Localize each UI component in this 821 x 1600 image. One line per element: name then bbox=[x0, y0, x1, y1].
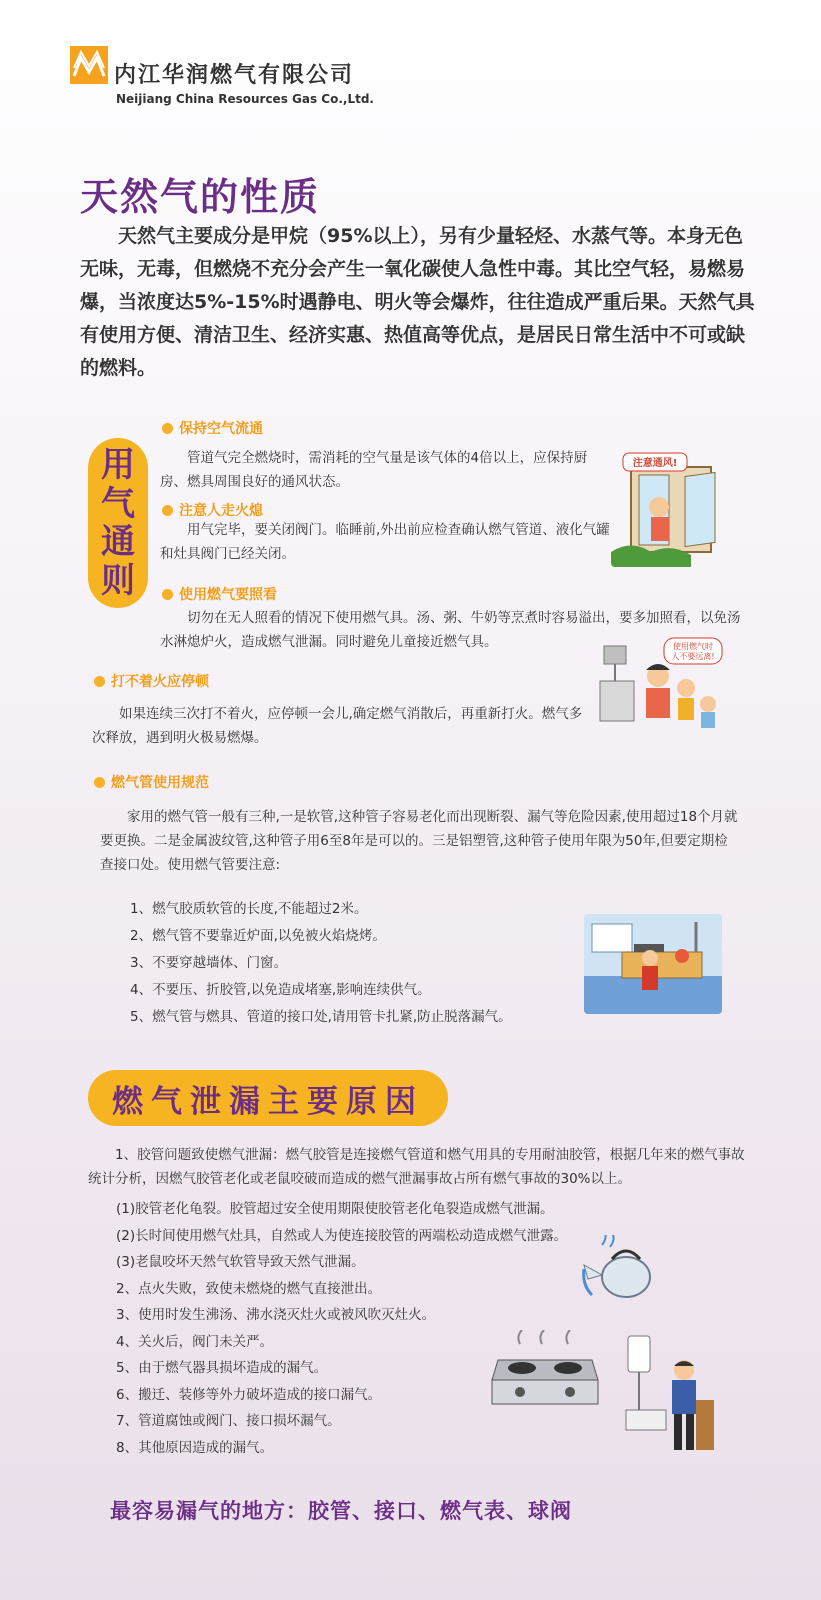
list-item: 5、燃气管与燃具、管道的接口处,请用管卡扎紧,防止脱落漏气。 bbox=[130, 1009, 512, 1025]
list-item: (1)胶管老化龟裂。胶管超过安全使用期限使胶管老化龟裂造成燃气泄漏。 bbox=[116, 1201, 554, 1217]
supervision-sign-line-2: 人不要远离! bbox=[671, 652, 715, 661]
rule-text-supervise: 切勿在无人照看的情况下使用燃气具。汤、粥、牛奶等烹煮时容易溢出，要多加照看，以免汤水淋熄炉火，造成燃气泄漏。同时避免儿童接近燃气具。 bbox=[160, 610, 741, 650]
badge-char: 气 bbox=[101, 483, 135, 524]
bullet-dot-icon bbox=[162, 423, 173, 434]
rule-text-gas-pipe: 家用的燃气管一般有三种,一是软管,这种管子容易老化而出现断裂、漏气等危险因素,使用超过18个月就要更换。二是金属波纹管,这种管子用6至8年是可以的。三是铝塑管,这种管子使用年限为50年,但要定期检查接口处。使用燃气管要注意: bbox=[100, 809, 738, 873]
most-leak-prone-places: 最容易漏气的地方：胶管、接口、燃气表、球阀 bbox=[110, 1499, 572, 1523]
natural-gas-intro: 天然气主要成分是甲烷（95%以上），另有少量轻烃、水蒸气等。本身无色无味，无毒，但燃烧不充分会产生一氧化碳使人急性中毒。其比空气轻，易燃易爆，当浓度达5%-15%时遇静电、明火等会爆炸，往往造成严重后果。天然气具有使用方便、清洁卫生、经济实惠、热值高等优点，是居民日常生活中不可或缺的燃料。 bbox=[80, 225, 755, 379]
rule-heading-gas-pipe: 燃气管使用规范 bbox=[94, 772, 209, 792]
list-item: 8、其他原因造成的漏气。 bbox=[116, 1439, 274, 1456]
bullet-dot-icon bbox=[94, 777, 105, 788]
bullet-dot-icon bbox=[162, 589, 173, 600]
list-item: 6、搬迁、装修等外力破坏造成的接口漏气。 bbox=[116, 1386, 382, 1403]
list-item: 3、使用时发生沸汤、沸水浇灭灶火或被风吹灭灶火。 bbox=[116, 1307, 436, 1323]
list-item: 1、燃气胶质软管的长度,不能超过2米。 bbox=[130, 901, 368, 917]
water-heater-illustration bbox=[624, 1330, 716, 1458]
rule-heading-supervise: 使用燃气要照看 bbox=[162, 584, 277, 604]
stove-supervision-illustration bbox=[598, 636, 726, 736]
list-item: 5、由于燃气器具损坏造成的漏气。 bbox=[116, 1360, 328, 1376]
gas-pipe-notes-list bbox=[130, 897, 560, 1032]
company-logo-icon bbox=[70, 46, 108, 84]
list-item: 2、点火失败，致使未燃烧的燃气直接泄出。 bbox=[116, 1280, 382, 1297]
company-name-en: Neijiang China Resources Gas Co.,Ltd. bbox=[116, 92, 374, 106]
section-title-natural-gas-properties: 天然气的性质 bbox=[80, 175, 321, 219]
rule-text-turn-off: 用气完毕，要关闭阀门。临睡前,外出前应检查确认燃气管道、液化气罐和灶具阀门已经关闭。 bbox=[160, 522, 610, 562]
list-item: 7、管道腐蚀或阀门、接口损坏漏气。 bbox=[116, 1413, 341, 1429]
gas-leak-causes-banner bbox=[88, 1070, 448, 1126]
list-item: (2)长时间使用燃气灶具，自然或人为使连接胶管的两端松动造成燃气泄露。 bbox=[116, 1227, 568, 1244]
list-item: 3、不要穿越墙体、门窗。 bbox=[130, 955, 288, 971]
rule-heading-ventilation: 保持空气流通 bbox=[162, 418, 263, 438]
badge-char: 则 bbox=[101, 560, 135, 601]
gas-stove-illustration bbox=[490, 1330, 600, 1410]
list-item: (3)老鼠咬坏天然气软管导致天然气泄漏。 bbox=[116, 1254, 365, 1270]
company-name-cn: 内江华润燃气有限公司 bbox=[114, 63, 355, 88]
ventilation-sign: 注意通风! bbox=[632, 458, 678, 469]
ventilation-window-illustration bbox=[611, 447, 739, 567]
list-item: 2、燃气管不要靠近炉面,以免被火焰烧烤。 bbox=[130, 928, 386, 944]
kettle-illustration bbox=[582, 1235, 662, 1303]
supervision-sign-line-1: 使用燃气时 bbox=[673, 642, 713, 651]
badge-char: 通 bbox=[101, 522, 135, 563]
list-item: 4、关火后，阀门未关严。 bbox=[116, 1333, 274, 1350]
gas-leak-intro: 1、胶管问题致使燃气泄漏：燃气胶管是连接燃气管道和燃气用具的专用耐油胶管，根据几年来的燃气事故统计分析，因燃气胶管老化或老鼠咬破而造成的燃气泄漏事故占所有燃气事故的30%以上。 bbox=[88, 1147, 745, 1187]
section-title-gas-leak-causes: 燃气泄漏主要原因 bbox=[112, 1083, 424, 1120]
bullet-dot-icon bbox=[94, 676, 105, 687]
badge-char: 用 bbox=[101, 445, 135, 486]
kitchen-gas-pipe-illustration bbox=[584, 914, 722, 1014]
list-item: 4、不要压、折胶管,以免造成堵塞,影响连续供气。 bbox=[130, 982, 431, 998]
gas-usage-rules-badge bbox=[88, 438, 148, 608]
rule-heading-turn-off: 注意人走火熄 bbox=[162, 500, 263, 520]
bullet-dot-icon bbox=[162, 505, 173, 516]
rule-text-ignition: 如果连续三次打不着火，应停顿一会儿,确定燃气消散后，再重新打火。燃气多次释放，遇到明火极易燃爆。 bbox=[92, 706, 583, 746]
rule-text-ventilation: 管道气完全燃烧时，需消耗的空气量是该气体的4倍以上，应保持厨房、燃具周围良好的通风状态。 bbox=[160, 450, 588, 490]
rule-heading-ignition: 打不着火应停顿 bbox=[94, 671, 209, 691]
